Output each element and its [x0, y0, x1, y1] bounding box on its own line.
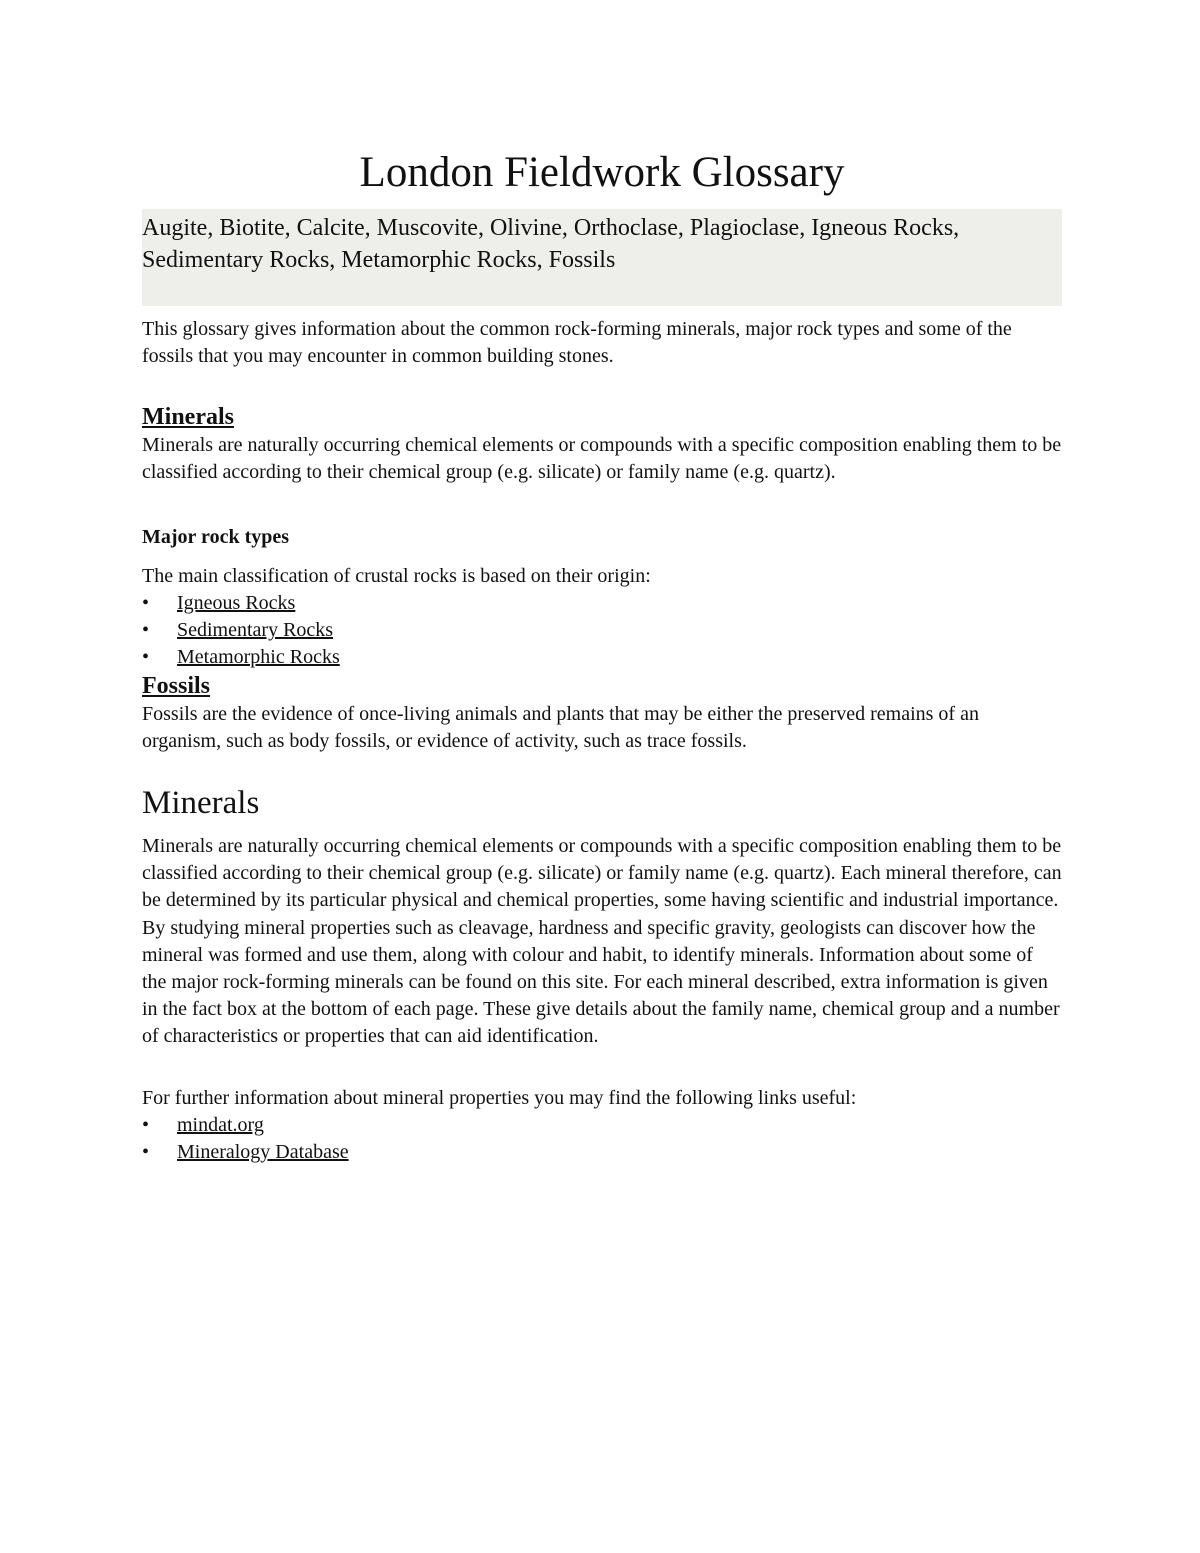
metamorphic-rocks-link[interactable]: Metamorphic Rocks	[177, 646, 340, 668]
list-item	[142, 1139, 1062, 1166]
minerals-summary-text: Minerals are naturally occurring chemical elements or compounds with a specific composition enabling them to be classified according to their chemical group (e.g. silicate) or family name (e.g. quartz).	[142, 434, 1062, 483]
list-item	[142, 590, 1062, 617]
rock-types-heading: Major rock types	[142, 526, 290, 548]
list-item	[142, 644, 1062, 671]
minerals-summary-heading: Minerals	[142, 404, 234, 430]
minerals-section-heading: Minerals	[142, 785, 260, 821]
fossils-text: Fossils are the evidence of once-living animals and plants that may be either the preserved remains of an organism, such as body fossils, or evidence of activity, such as trace fossils.	[142, 703, 979, 752]
sedimentary-rocks-link[interactable]: Sedimentary Rocks	[177, 619, 334, 641]
igneous-rocks-link[interactable]: Igneous Rocks	[177, 592, 296, 614]
fossils-heading: Fossils	[142, 673, 211, 699]
rock-types-list	[142, 590, 1062, 671]
further-links-list	[142, 1112, 1062, 1166]
page-title: London Fieldwork Glossary	[359, 149, 845, 196]
bullet-icon: •	[142, 1140, 150, 1163]
intro-paragraph: This glossary gives information about the common rock-forming minerals, major rock types and some of the fossils that you may encounter in common building stones.	[142, 318, 1012, 367]
bullet-icon: •	[142, 592, 150, 614]
mineralogy-database-link[interactable]: Mineralogy Database	[177, 1140, 349, 1163]
bullet-icon: •	[142, 646, 150, 668]
further-info-text: For further information about mineral properties you may find the following links useful:	[142, 1086, 857, 1109]
list-item	[142, 1112, 1062, 1139]
bullet-icon: •	[142, 619, 150, 641]
bullet-icon: •	[142, 1113, 150, 1136]
keyword-box: Augite, Biotite, Calcite, Muscovite, Olivine, Orthoclase, Plagioclase, Igneous Rocks, Sedimentary Rocks, Metamorphic Rocks, Fossils	[142, 209, 1062, 306]
minerals-section-text: Minerals are naturally occurring chemical elements or compounds with a specific composition enabling them to be classified according to their chemical group (e.g. silicate) or family name (e.g. quartz). Each mineral therefore, can be determined by its particular physical and chemical properties, some having scientific and industrial importance. By studying mineral properties such as cleavage, hardness and specific gravity, geologists can discover how the mineral was formed and use them, along with colour and habit, to identify minerals. Information about some of the major rock-forming minerals can be found on this site. For each mineral described, extra information is given in the fact box at the bottom of each page. These give details about the family name, chemical group and a number of characteristics or properties that can aid identification.	[142, 835, 1062, 1048]
list-item	[142, 617, 1062, 644]
document-page	[142, 140, 1062, 1166]
mindat-link[interactable]: mindat.org	[177, 1113, 264, 1136]
rock-types-text: The main classification of crustal rocks is based on their origin:	[142, 565, 651, 587]
